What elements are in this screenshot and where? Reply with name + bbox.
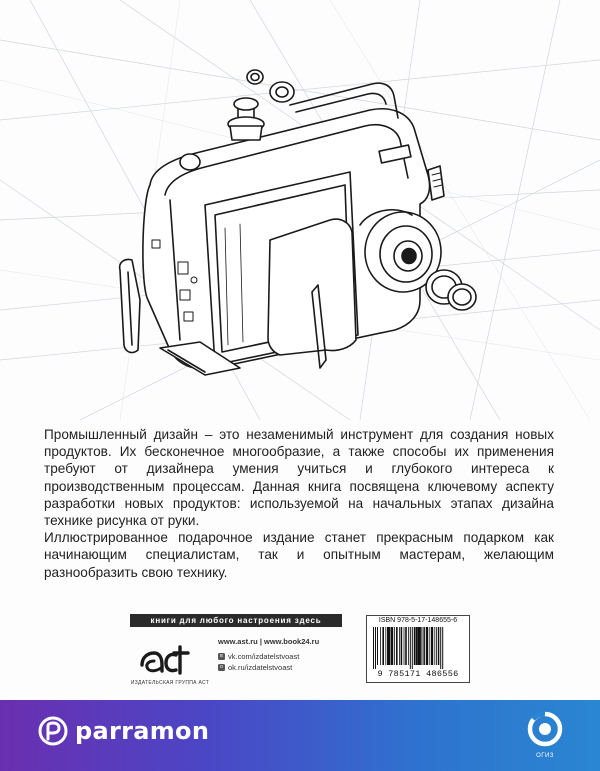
barcode-box [366,615,470,683]
barcode-bar [440,627,441,669]
parramon-brand [38,716,209,746]
barcode-bar [389,627,391,665]
barcode-bar [401,627,403,665]
parramon-logo-icon [38,716,68,746]
description-paragraph: Иллюстрированное подарочное издание станет прекрасным подарком как начинающим специалистам, так и опытным мастерам, желающим разнообразить свою технику. [44,530,554,580]
ok-link[interactable]: ok.ru/izdatelstvoast [228,663,293,672]
barcode-bar [375,627,376,669]
barcode-bar [421,627,422,665]
barcode-bar [380,627,381,665]
barcode-bar [436,627,437,665]
vk-contact [218,651,319,662]
barcode-number: 9 785171 486556 [377,669,459,679]
barcode-bar [391,627,393,665]
vk-link[interactable]: vk.com/izdatelstvoast [228,652,300,661]
publisher-sites-text[interactable]: www.ast.ru | www.book24.ru [218,637,320,646]
barcode-bar [434,627,435,665]
barcode-bar [377,627,378,665]
description-paragraph: Промышленный дизайн – это незаменимый инструмент для создания новых продуктов. Их бесконечное многообразие, а также способы их применения требуют от дизайнера умения учиться и глубокого интереса к производственным процессам. Данная книга посвящена ключевому аспекту разработки новых продуктов: используемой на начальных этапах дизайна технике рисунка от руки. [44,427,554,529]
barcode-bar [394,627,395,665]
barcode-bar [410,627,411,669]
ogiz-logo-icon [527,711,563,747]
barcode-bar [396,627,398,665]
ogiz-brand [525,711,565,761]
barcode-bar [408,627,409,665]
publisher-slogan: книги для любого настроения здесь [130,614,342,627]
barcode-bar [416,627,418,665]
publisher-contacts [218,636,319,673]
ast-logo [136,641,192,677]
ogiz-wordmark: ОГИЗ [536,753,554,759]
vk-icon: в [218,653,225,660]
publisher-logo-caption: ИЗДАТЕЛЬСКАЯ ГРУППА АСТ [130,680,210,686]
barcode-bar [431,627,433,665]
ok-icon: о [218,664,225,671]
barcode-bar [417,627,419,665]
barcode-bar [442,627,443,669]
barcode-bar [423,627,425,665]
barcode-bar [399,627,400,665]
barcode-bar [412,627,413,669]
barcode-bar [405,627,407,665]
barcode-bars [373,627,463,669]
book-description [44,426,554,581]
barcode-bar [429,627,430,665]
isbn-text: ISBN 978-5-17-148655-6 [378,617,458,624]
barcode-bar [387,627,389,665]
parramon-wordmark: parramon [75,717,210,745]
barcode-bar [419,627,421,665]
barcode-bar [426,627,428,665]
barcode-bar [404,627,405,665]
barcode-bar [373,627,374,669]
barcode-bar [438,627,440,665]
barcode-bar [385,627,386,665]
publisher-sites [218,636,319,647]
ok-contact [218,662,319,673]
barcode-bar [414,627,416,665]
barcode-bar [382,627,384,665]
